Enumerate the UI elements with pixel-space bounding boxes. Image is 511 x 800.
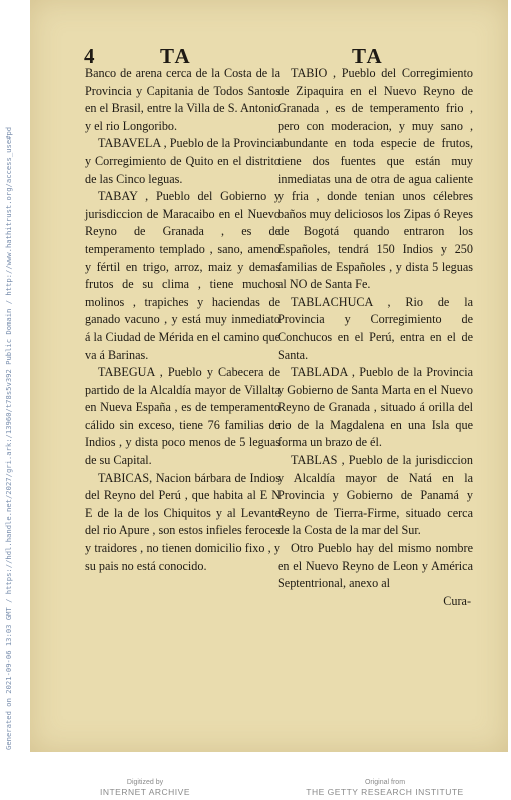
entry-tabay: TABAY , Pueblo del Gobierno y jurisdiccion de Maracaibo en el Nuevo Reyno de Granada , es de temperamento templado , sano, ameno y fértil en trigo, arroz, maiz y demas frutos de su clima , tiene muchos molinos , trapiches y haciendas de ganado vacuno , y está muy inmediato á la Ciudad de Mérida en el camino que va á Barinas. [85, 189, 280, 362]
entry-tabio: TABIO , Pueblo del Corregimiento de Zipaquira en el Nuevo Reyno de Granada , es de temperamento frio , pero con moderacion, y muy sano , abundante en toda especie de frutos, tiene dos fuentes que están muy inmediatas una de otra de agua caliente y fria , donde tenian unos célebres baños muy deliciosos los Zipas ó Reyes de Bogotá quando entraron los Españoles, tendrá 150 Indios y 250 familias de Españoles , y dista 5 leguas al NO de Santa Fe. [278, 66, 473, 292]
right-column [278, 65, 473, 610]
footer [0, 752, 511, 800]
entry-tablachuca: TABLACHUCA , Rio de la Provincia y Corregimiento de Conchucos en el Perú, entra en el de Santa. [278, 294, 473, 362]
entry-otro-pueblo: Otro Pueblo hay del mismo nombre en el Nuevo Reyno de Leon y América Septentrional, anexo al [278, 541, 473, 591]
internet-archive-label: INTERNET ARCHIVE [99, 787, 191, 797]
entry-paragraph: Banco de arena cerca de la Costa de la Provincia y Capitania de Todos Santos en el Brasil, entre la Villa de S. Antonio y el rio Longoribo. [85, 66, 280, 133]
page-scan [30, 0, 508, 752]
getty-label: THE GETTY RESEARCH INSTITUTE [306, 787, 464, 797]
digitized-by-label: Digitized by [126, 779, 164, 786]
original-from-label: Original from [364, 779, 406, 786]
entry-tabicas: TABICAS, Nacion bárbara de Indios del Reyno del Perú , que habita al E N E de la de los Chiquitos y al Levante del rio Apure , son estos infieles feroces y traidores , no tienen domicilio fixo , y su pais no está conocido. [85, 470, 280, 573]
source-credit [300, 778, 470, 798]
entry-tabegua: TABEGUA , Pueblo y Cabecera de partido de la Alcaldía mayor de Villalta en Nueva España , es de temperamento cálido sin exceso, tiene 76 familias de Indios , y dista poco menos de 5 leguas de su Capital. [85, 365, 280, 468]
running-head-left: TA [160, 44, 192, 68]
catchword: Cura- [443, 593, 471, 608]
side-notice-text: Generated on 2021-09-06 13:03 GMT / https://hdl.handle.net/2027/gri.ark:/13960/t78s5v392 Public Domain / http://www.hathitrust.org/access_use#pd [4, 126, 13, 750]
page-number: 4 [84, 44, 97, 68]
left-margin [0, 0, 30, 752]
running-head-right: TA [352, 44, 384, 68]
left-column [85, 65, 280, 575]
entry-tablas: TABLAS , Pueblo de la jurisdiccion y Alcaldía mayor de Natá en la Provincia y Gobierno de Panamá y Reyno de Tierra-Firme, situado cerca de la Costa de la mar del Sur. [278, 453, 473, 538]
entry-tabavela: TABAVELA , Pueblo de la Provincia y Corregimiento de Quito en el distrito de las Cinco leguas. [85, 136, 280, 186]
entry-tablada: TABLADA , Pueblo de la Provincia y Gobierno de Santa Marta en el Nuevo Reyno de Granada , situado á orilla del rio de la Magdalena en una Isla que forma un brazo de él. [278, 365, 473, 450]
digitizer-credit [80, 778, 210, 798]
